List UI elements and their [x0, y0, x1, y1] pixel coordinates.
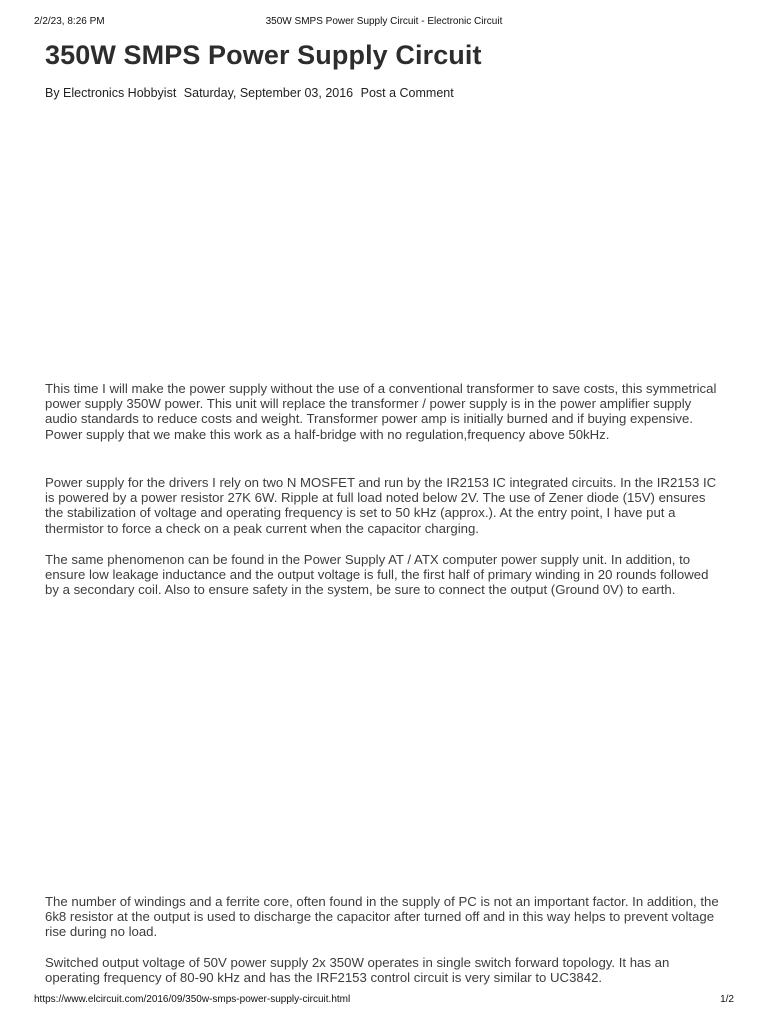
article-paragraph: The number of windings and a ferrite core, often found in the supply of PC is not an important factor. In addition, the 6k8 resistor at the output is used to discharge the capacitor after turned off and in this way helps to prevent voltage rise during no load.	[45, 894, 719, 940]
print-datetime: 2/2/23, 8:26 PM	[34, 16, 105, 27]
circuit-image-area	[45, 622, 721, 890]
post-comment-link[interactable]: Post a Comment	[360, 86, 454, 100]
article-byline	[45, 86, 454, 100]
print-document-title: 350W SMPS Power Supply Circuit - Electronic Circuit	[265, 16, 503, 27]
byline-author: By Electronics Hobbyist	[45, 86, 177, 100]
page-number: 1/2	[720, 994, 734, 1005]
print-header	[34, 16, 734, 30]
page-url-link[interactable]: https://www.elcircuit.com/2016/09/350w-smps-power-supply-circuit.html	[34, 994, 351, 1005]
article-paragraph: Switched output voltage of 50V power supply 2x 350W operates in single switch forward topology. It has an operating frequency of 80-90 kHz and has the IRF2153 control circuit is very similar to UC3842.	[45, 955, 670, 986]
article-paragraph: Power supply for the drivers I rely on two N MOSFET and run by the IR2153 IC integrated circuits. In the IR2153 IC is powered by a power resistor 27K 6W. Ripple at full load noted below 2V. The use of Zener diode (15V) ensures the stabilization of voltage and operating frequency is set to 50 kHz (approx.). At the entry point, I have put a thermistor to force a check on a peak current when the capacitor charging.	[45, 475, 717, 536]
print-footer	[34, 994, 734, 1008]
circuit-image-area	[45, 112, 721, 372]
article-paragraph: The same phenomenon can be found in the Power Supply AT / ATX computer power supply unit. In addition, to ensure low leakage inductance and the output voltage is full, the first half of primary winding in 20 rounds followed by a secondary coil. Also to ensure safety in the system, be sure to connect the output (Ground 0V) to earth.	[45, 552, 709, 598]
article-title: 350W SMPS Power Supply Circuit	[45, 40, 482, 70]
article-paragraph: This time I will make the power supply without the use of a conventional transformer to save costs, this symmetrical power supply 350W power. This unit will replace the transformer / power supply is in the power amplifier supply audio standards to reduce costs and weight. Transformer power amp is initially burned and if buying expensive. Power supply that we make this work as a half-bridge with no regulation,frequency above 50kHz.	[45, 381, 717, 442]
byline-date: Saturday, September 03, 2016	[183, 86, 354, 100]
